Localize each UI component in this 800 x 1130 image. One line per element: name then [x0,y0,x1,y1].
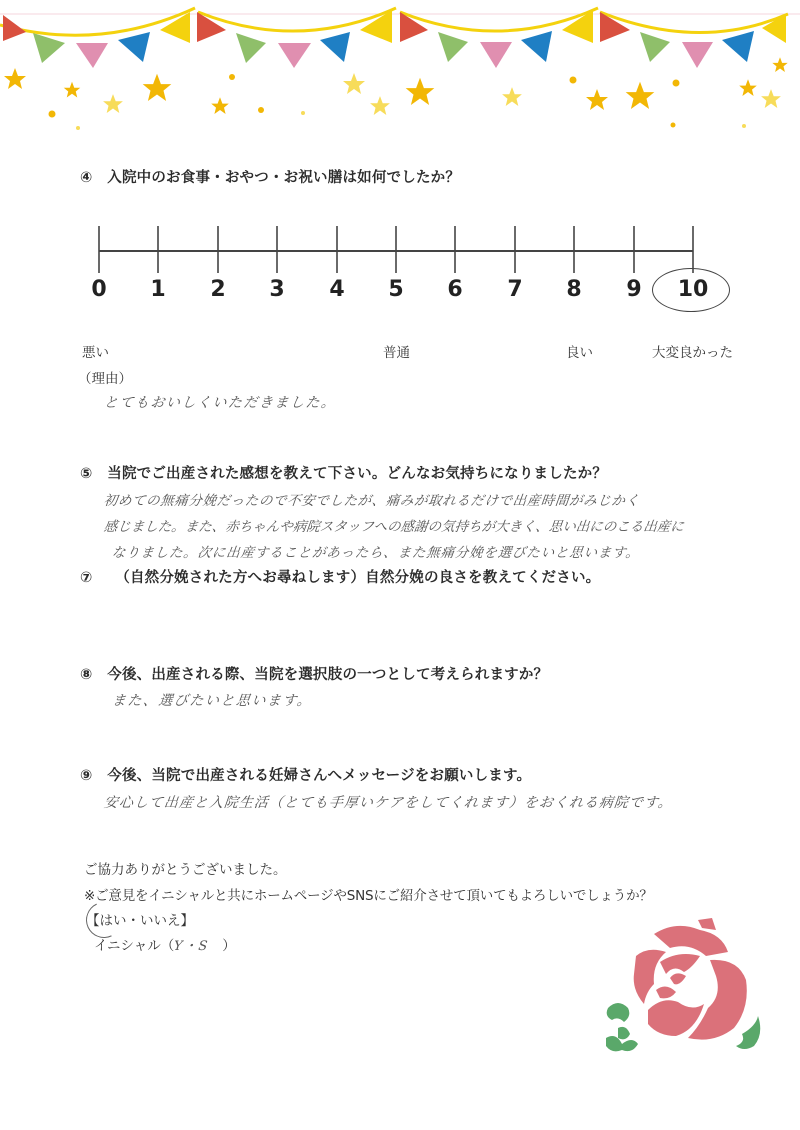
q5-number: ⑤ [80,466,93,482]
reason-label: （理由） [78,371,132,387]
q4-heading [80,166,460,187]
q9-answer[interactable]: 安心して出産と入院生活（とても手厚いケアをしてくれます）をおくれる病院です。 [103,795,674,811]
scale-option-6[interactable]: 6 [447,277,463,302]
anchor-label-very-good: 大変良かった [652,345,733,361]
q9-number: ⑨ [80,768,93,784]
consent-options[interactable]: 【はい・いいえ】 [86,913,194,929]
thanks-text: ご協力ありがとうございました。 [84,862,287,878]
consent-question: ※ご意見をイニシャルと共にホームページやSNSにご紹介させて頂いてもよろしいでしょうか？ [84,888,653,904]
star-decorations [4,57,788,130]
scale-option-4[interactable]: 4 [329,277,345,302]
q5-answer-line-3[interactable]: なりました。次に出産することがあったら、また無痛分娩を選びたいと思います。 [110,545,641,561]
q7-answer-area[interactable] [104,592,724,642]
q4-question: 入院中のお食事・おやつ・お祝い膳は如何でしたか？ [107,170,461,186]
rose-illustration [596,912,768,1060]
selected-rating-circle [652,268,730,312]
q5-answer-line-2[interactable]: 感じました。また、赤ちゃんや病院スタッフへの感謝の気持ちが大きく、思い出にのこる出産に [102,519,685,535]
q8-question: 今後、出産される際、当院を選択肢の一つとして考えられますか？ [107,667,549,683]
anchor-label-bad: 悪い [82,345,109,361]
scale-option-2[interactable]: 2 [210,277,226,302]
anchor-label-normal: 普通 [383,345,410,361]
q7-heading [80,566,600,587]
q9-question: 今後、当院で出産される妊婦さんへメッセージをお願いします。 [107,768,532,784]
q8-answer[interactable]: また、選びたいと思います。 [111,693,314,709]
q4-number: ④ [80,170,93,186]
initial-field [94,934,236,954]
q5-answer-line-1[interactable]: 初めての無痛分娩だったので不安でしたが、痛みが取れるだけで出産時間がみじかく [102,493,641,509]
q7-number: ⑦ [80,570,93,586]
scale-option-9[interactable]: 9 [626,277,642,302]
scale-option-5[interactable]: 5 [388,277,404,302]
initial-value[interactable]: Y・S [173,939,210,954]
q8-number: ⑧ [80,667,93,683]
anchor-label-good: 良い [566,345,593,361]
scale-option-3[interactable]: 3 [269,277,285,302]
scale-option-8[interactable]: 8 [566,277,582,302]
initial-close: ） [222,938,236,954]
scale-option-1[interactable]: 1 [150,277,166,302]
scale-option-0[interactable]: 0 [91,277,107,302]
q9-heading [80,764,531,785]
bunting-banner [0,0,800,140]
bunting-flags [3,10,786,68]
q7-question: （自然分娩された方へお尋ねします）自然分娩の良さを教えてください。 [115,570,601,586]
scale-option-10[interactable]: 10 [677,277,709,302]
q8-heading [80,663,548,684]
q4-answer[interactable]: とてもおいしくいただきました。 [103,395,338,411]
q5-heading [80,462,607,483]
scale-option-7[interactable]: 7 [507,277,523,302]
initial-label: イニシャル（ [94,938,175,954]
q5-question: 当院でご出産された感想を教えて下さい。どんなお気持ちになりましたか？ [107,466,608,482]
